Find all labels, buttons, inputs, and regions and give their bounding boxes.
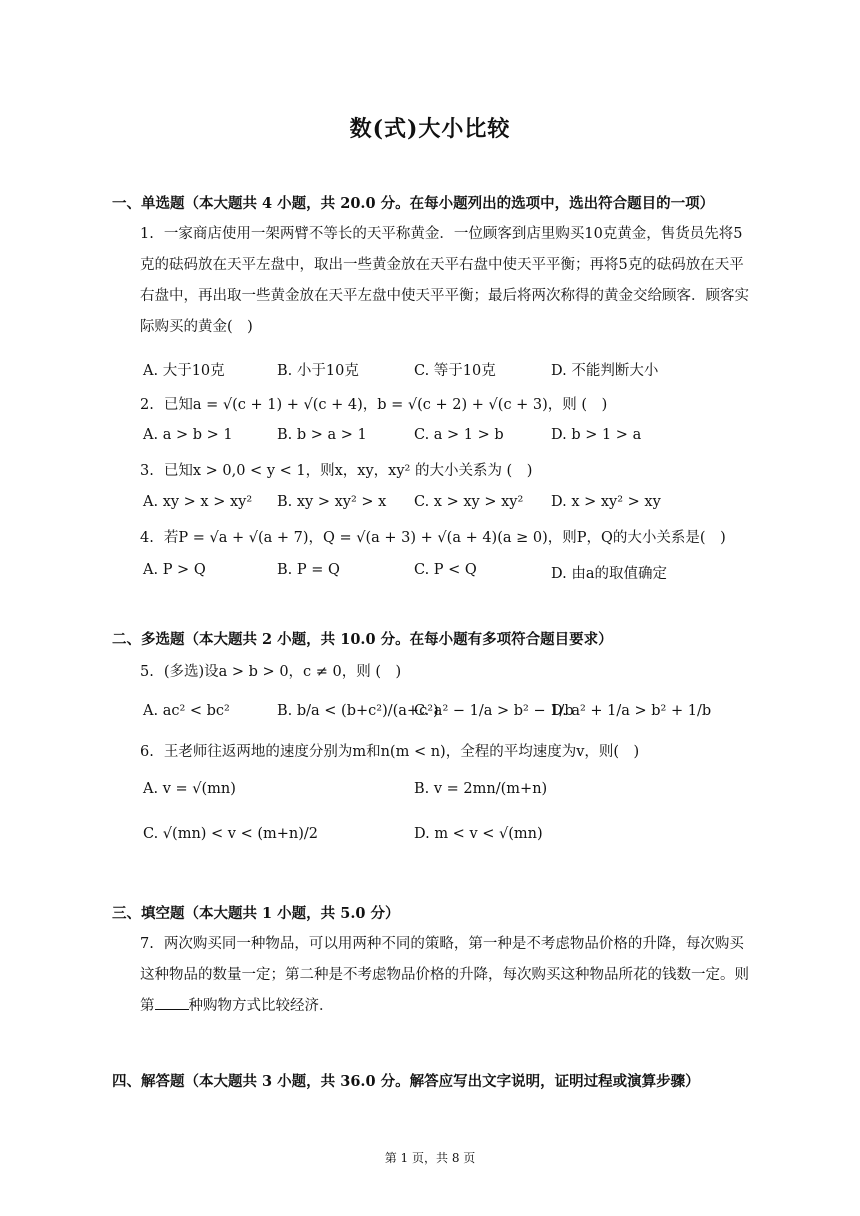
option-d[interactable]: D. m < v < √(mn) — [414, 826, 543, 842]
option-d[interactable]: D. b > 1 > a — [551, 427, 642, 443]
option-d[interactable]: D. 不能判断大小 — [551, 363, 659, 379]
options-q5 — [143, 703, 763, 725]
option-a[interactable]: A. v = √(mn) — [143, 781, 236, 797]
options-q4 — [143, 562, 763, 584]
option-d[interactable]: D. 由a的取值确定 — [551, 566, 667, 582]
question-1 — [140, 219, 752, 343]
question-stem: 已知x > 0,0 < y < 1，则x，xy，xy² 的大小关系为 ( ) — [163, 463, 533, 479]
option-a[interactable]: A. P > Q — [143, 562, 206, 578]
options-q6-row1 — [143, 781, 763, 803]
question-stem: 若P = √a + √(a + 7)，Q = √(a + 3) + √(a + 4)(a ≥ 0)，则P，Q的大小关系是( ) — [163, 530, 726, 546]
question-number: 7. — [140, 936, 154, 952]
question-stem-end: 种购物方式比较经济． — [188, 998, 334, 1014]
options-q3 — [143, 494, 763, 516]
option-b[interactable]: B. v = 2mn/(m+n) — [414, 781, 548, 797]
question-stem: 两次购买同一种物品，可以用两种不同的策略，第一种是不考虑物品价格的升降，每次购买这种物品的数量一定；第二种是不考虑物品价格的升降，每次购买这种物品所花的钱数一定。则第 — [140, 936, 749, 1014]
answer-blank[interactable] — [155, 995, 189, 1010]
option-c[interactable]: C. a² − 1/a > b² − 1/b — [414, 703, 574, 719]
question-5 — [140, 657, 752, 688]
question-3 — [140, 456, 752, 487]
question-number: 5. — [140, 664, 154, 680]
option-c[interactable]: C. x > xy > xy² — [414, 494, 524, 510]
option-c[interactable]: C. √(mn) < v < (m+n)/2 — [143, 826, 319, 842]
option-c[interactable]: C. P < Q — [414, 562, 477, 578]
question-number: 3. — [140, 463, 154, 479]
page-footer: 第 1 页，共 8 页 — [384, 1151, 476, 1165]
options-q1 — [143, 359, 763, 381]
question-number: 4. — [140, 530, 154, 546]
question-7 — [140, 929, 752, 1022]
question-2 — [140, 390, 752, 421]
option-d[interactable]: D. x > xy² > xy — [551, 494, 661, 510]
question-stem: 王老师往返两地的速度分别为m和n(m < n)，全程的平均速度为v，则( ) — [163, 744, 640, 760]
question-number: 2. — [140, 397, 154, 413]
section-heading-single-choice: 一、单选题（本大题共 4 小题，共 20.0 分。在每小题列出的选项中，选出符合题目的一项） — [112, 195, 715, 212]
options-q6-row2 — [143, 826, 763, 848]
section-heading-multiple-choice: 二、多选题（本大题共 2 小题，共 10.0 分。在每小题有多项符合题目要求） — [112, 631, 613, 648]
option-a[interactable]: A. ac² < bc² — [143, 703, 230, 719]
question-6 — [140, 737, 752, 768]
question-stem: 一家商店使用一架两臂不等长的天平称黄金．一位顾客到店里购买10克黄金，售货员先将5克的砝码放在天平左盘中，取出一些黄金放在天平右盘中使天平平衡；再将5克的砝码放在天平右盘中，再出取一些黄金放在天平左盘中使天平平衡；最后将两次称得的黄金交给顾客．顾客实际购买的黄金( ) — [140, 226, 749, 335]
question-stem: 已知a = √(c + 1) + √(c + 4)，b = √(c + 2) + √(c + 3)，则 ( ) — [163, 397, 608, 413]
option-d[interactable]: D. a² + 1/a > b² + 1/b — [551, 703, 712, 719]
section-heading-solution: 四、解答题（本大题共 3 小题，共 36.0 分。解答应写出文字说明，证明过程或演算步骤） — [112, 1073, 700, 1090]
option-b[interactable]: B. b > a > 1 — [277, 427, 367, 443]
option-c[interactable]: C. a > 1 > b — [414, 427, 504, 443]
section-heading-fill-blank: 三、填空题（本大题共 1 小题，共 5.0 分） — [112, 905, 400, 922]
option-a[interactable]: A. 大于10克 — [143, 363, 225, 379]
option-b[interactable]: B. b/a < (b+c²)/(a+c²) — [277, 703, 439, 719]
question-number: 6. — [140, 744, 154, 760]
option-b[interactable]: B. 小于10克 — [277, 363, 359, 379]
option-a[interactable]: A. xy > x > xy² — [143, 494, 253, 510]
question-4 — [140, 523, 752, 554]
question-stem: (多选)设a > b > 0，c ≠ 0，则 ( ) — [163, 664, 402, 680]
page-title: 数(式)大小比较 — [349, 116, 511, 142]
option-a[interactable]: A. a > b > 1 — [143, 427, 233, 443]
option-b[interactable]: B. xy > xy² > x — [277, 494, 387, 510]
options-q2 — [143, 427, 763, 449]
option-b[interactable]: B. P = Q — [277, 562, 340, 578]
option-c[interactable]: C. 等于10克 — [414, 363, 496, 379]
question-number: 1. — [140, 226, 154, 242]
